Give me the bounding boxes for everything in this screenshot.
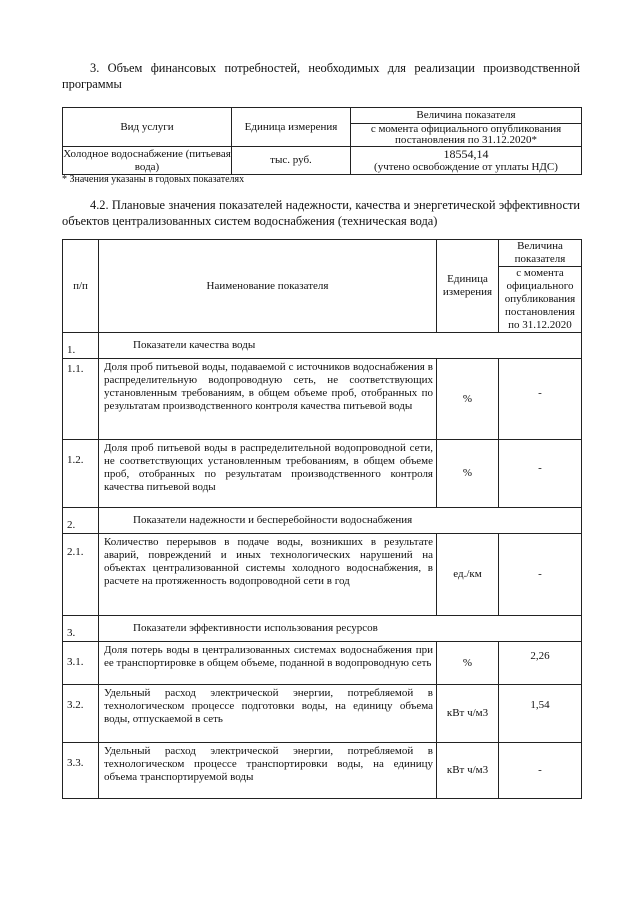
value-number: 18554,14 bbox=[443, 146, 489, 161]
section42-heading: 4.2. Плановые значения показателей надежности, качества и энергетической эффективности объектов централизованных систем водоснабжения (техническая вода) bbox=[62, 198, 580, 228]
col-value-subheader: с момента официального опубликования постановления по 31.12.2020* bbox=[351, 124, 582, 147]
row-value: 1,54 bbox=[499, 685, 582, 743]
value-cell bbox=[351, 147, 582, 175]
section-row bbox=[63, 616, 582, 642]
row-name: Доля проб питьевой воды в распределительной водопроводной сети, не соответствующих установленным требованиям, в общем объеме проб, отобранных по результатам производственного контроля качества питьевой воды bbox=[99, 440, 437, 508]
row-number: 2.1. bbox=[63, 534, 99, 616]
row-value: 2,26 bbox=[499, 642, 582, 685]
row-number: 1.2. bbox=[63, 440, 99, 508]
row-value: - bbox=[499, 534, 582, 616]
row-number: 3.1. bbox=[63, 642, 99, 685]
section-title: Показатели эффективности использования ресурсов bbox=[99, 616, 582, 642]
row-unit: % bbox=[437, 642, 499, 685]
row-name: Удельный расход электрической энергии, потребляемой в технологическом процессе транспортировки воды, на единицу объема транспортируемой воды bbox=[99, 743, 437, 799]
col-value-header: Величина показателя bbox=[499, 240, 582, 267]
table-row bbox=[63, 685, 582, 743]
section-row bbox=[63, 333, 582, 359]
table-row bbox=[63, 359, 582, 440]
col-name-header: Наименование показателя bbox=[99, 240, 437, 333]
service-cell: Холодное водоснабжение (питьевая вода) bbox=[63, 147, 231, 173]
row-unit: % bbox=[437, 359, 499, 440]
col-service-header: Вид услуги bbox=[63, 108, 232, 147]
col-value-subheader: с момента официального опубликования постановления по 31.12.2020 bbox=[499, 267, 582, 333]
row-name: Доля потерь воды в централизованных системах водоснабжения при ее транспортировке в общем объеме, поданной в водопроводную сеть bbox=[99, 642, 437, 685]
row-unit: кВт ч/м3 bbox=[437, 743, 499, 799]
table-row bbox=[63, 642, 582, 685]
col-value-header: Величина показателя bbox=[351, 108, 582, 124]
unit-cell: тыс. руб. bbox=[232, 147, 351, 175]
value-note: (учтено освобождение от уплаты НДС) bbox=[374, 160, 558, 173]
reliability-indicators-table bbox=[62, 239, 582, 799]
section-number: 1. bbox=[63, 333, 99, 359]
section3-heading: 3. Объем финансовых потребностей, необходимых для реализации производственной программы bbox=[62, 61, 580, 91]
row-number: 1.1. bbox=[63, 359, 99, 440]
row-unit: ед./км bbox=[437, 534, 499, 616]
row-unit: кВт ч/м3 bbox=[437, 685, 499, 743]
table-row bbox=[63, 534, 582, 616]
section-title: Показатели надежности и бесперебойности водоснабжения bbox=[99, 508, 582, 534]
row-name: Количество перерывов в подаче воды, возникших в результате аварий, повреждений и иных технологических нарушений на объектах централизованной системы холодного водоснабжения, в расчете на протяженность водопроводной сети в год bbox=[99, 534, 437, 616]
row-value: - bbox=[499, 743, 582, 799]
row-name: Доля проб питьевой воды, подаваемой с источников водоснабжения в распределительную водопроводную сеть, не соответствующих установленным требованиям, в общем объеме проб, отобранных по результатам производственного контроля качества питьевой воды bbox=[99, 359, 437, 440]
row-name: Удельный расход электрической энергии, потребляемой в технологическом процессе подготовки воды, на единицу объема воды, отпускаемой в сеть bbox=[99, 685, 437, 743]
row-unit: % bbox=[437, 440, 499, 508]
section-row bbox=[63, 508, 582, 534]
col-unit-header: Единица измерения bbox=[437, 240, 499, 333]
row-number: 3.3. bbox=[63, 743, 99, 799]
table-row bbox=[63, 440, 582, 508]
table1-footnote: * Значения указаны в годовых показателях bbox=[62, 174, 245, 185]
section-number: 3. bbox=[63, 616, 99, 642]
row-number: 3.2. bbox=[63, 685, 99, 743]
row-value: - bbox=[499, 359, 582, 440]
table-row bbox=[63, 743, 582, 799]
row-value: - bbox=[499, 440, 582, 508]
financial-needs-table bbox=[62, 107, 582, 175]
section-title: Показатели качества воды bbox=[99, 333, 582, 359]
section-number: 2. bbox=[63, 508, 99, 534]
col-num-header: п/п bbox=[63, 240, 99, 333]
col-unit-header: Единица измерения bbox=[232, 108, 351, 147]
